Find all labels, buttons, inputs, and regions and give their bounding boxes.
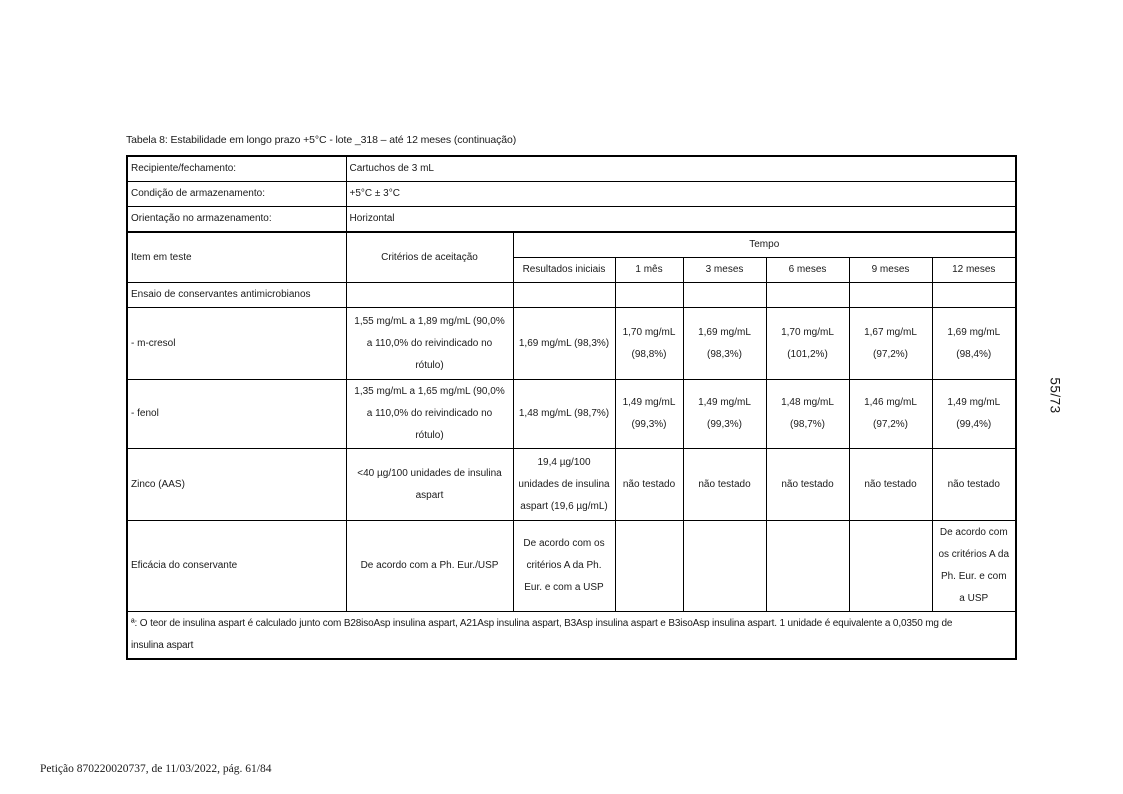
- table-row: [127, 521, 1016, 612]
- initial-result-cell: 19,4 µg/100 unidades de insulina aspart (19,6 µg/mL): [513, 449, 615, 521]
- result-cell-3m: não testado: [683, 449, 766, 521]
- page-title: Tabela 8: Estabilidade em longo prazo +5°C - lote _318 – até 12 meses (continuação): [126, 134, 517, 146]
- empty-cell: [683, 283, 766, 308]
- empty-cell: [615, 283, 683, 308]
- result-cell-9m: não testado: [849, 449, 932, 521]
- initial-result-cell: 1,48 mg/mL (98,7%): [513, 380, 615, 449]
- empty-cell: [932, 283, 1016, 308]
- item-cell: Zinco (AAS): [127, 449, 346, 521]
- result-cell-9m: 1,46 mg/mL (97,2%): [849, 380, 932, 449]
- result-cell-9m: 1,67 mg/mL (97,2%): [849, 308, 932, 380]
- result-cell-12m: De acordo com os critérios A da Ph. Eur. e com a USP: [932, 521, 1016, 612]
- result-cell-9m: [849, 521, 932, 612]
- info-label-cell: Orientação no armazenamento:: [127, 207, 346, 233]
- table-row: [127, 449, 1016, 521]
- result-cell-3m: [683, 521, 766, 612]
- empty-cell: [766, 283, 849, 308]
- result-cell-6m: [766, 521, 849, 612]
- item-cell: - fenol: [127, 380, 346, 449]
- item-cell: - m-cresol: [127, 308, 346, 380]
- time-header-cell: 3 meses: [683, 258, 766, 283]
- header-criteria-cell: Critérios de aceitação: [346, 232, 513, 283]
- table-row: [127, 308, 1016, 380]
- result-cell-12m: 1,69 mg/mL (98,4%): [932, 308, 1016, 380]
- info-label-cell: Recipiente/fechamento:: [127, 156, 346, 182]
- result-cell-12m: 1,49 mg/mL (99,4%): [932, 380, 1016, 449]
- item-cell: Eficácia do conservante: [127, 521, 346, 612]
- initial-result-cell: 1,69 mg/mL (98,3%): [513, 308, 615, 380]
- result-cell-1m: 1,70 mg/mL (98,8%): [615, 308, 683, 380]
- table-row: [127, 380, 1016, 449]
- criteria-cell: De acordo com a Ph. Eur./USP: [346, 521, 513, 612]
- time-header-cell: 1 mês: [615, 258, 683, 283]
- stability-table: [126, 155, 1017, 660]
- info-label-cell: Condição de armazenamento:: [127, 182, 346, 207]
- result-cell-3m: 1,49 mg/mL (99,3%): [683, 380, 766, 449]
- doc-footer: Petição 870220020737, de 11/03/2022, pág. 61/84: [40, 763, 272, 775]
- empty-cell: [346, 283, 513, 308]
- header-item-cell: Item em teste: [127, 232, 346, 283]
- footnote-cell: ª: O teor de insulina aspart é calculado junto com B28isoAsp insulina aspart, A21Asp insulina aspart, B3Asp insulina aspart e B3isoAsp insulina aspart. 1 unidade é equivalente a 0,0350 mg de insulina aspart: [127, 612, 1016, 660]
- info-value-cell: Horizontal: [346, 207, 1016, 233]
- result-cell-1m: não testado: [615, 449, 683, 521]
- result-cell-1m: [615, 521, 683, 612]
- result-cell-1m: 1,49 mg/mL (99,3%): [615, 380, 683, 449]
- criteria-cell: 1,55 mg/mL a 1,89 mg/mL (90,0% a 110,0% do reivindicado no rótulo): [346, 308, 513, 380]
- side-page-number: 55/73: [1047, 377, 1063, 414]
- criteria-cell: <40 µg/100 unidades de insulina aspart: [346, 449, 513, 521]
- time-header-cell: 12 meses: [932, 258, 1016, 283]
- table-row: [127, 283, 1016, 308]
- result-cell-12m: não testado: [932, 449, 1016, 521]
- result-cell-6m: 1,48 mg/mL (98,7%): [766, 380, 849, 449]
- info-value-cell: +5°C ± 3°C: [346, 182, 1016, 207]
- initial-result-cell: De acordo com os critérios A da Ph. Eur. e com a USP: [513, 521, 615, 612]
- criteria-cell: 1,35 mg/mL a 1,65 mg/mL (90,0% a 110,0% do reivindicado no rótulo): [346, 380, 513, 449]
- empty-cell: [849, 283, 932, 308]
- section-label-cell: Ensaio de conservantes antimicrobianos: [127, 283, 346, 308]
- time-header-cell: 6 meses: [766, 258, 849, 283]
- empty-cell: [513, 283, 615, 308]
- result-cell-3m: 1,69 mg/mL (98,3%): [683, 308, 766, 380]
- info-value-cell: Cartuchos de 3 mL: [346, 156, 1016, 182]
- time-header-cell: Resultados iniciais: [513, 258, 615, 283]
- header-tempo-cell: Tempo: [513, 232, 1016, 258]
- result-cell-6m: não testado: [766, 449, 849, 521]
- result-cell-6m: 1,70 mg/mL (101,2%): [766, 308, 849, 380]
- time-header-cell: 9 meses: [849, 258, 932, 283]
